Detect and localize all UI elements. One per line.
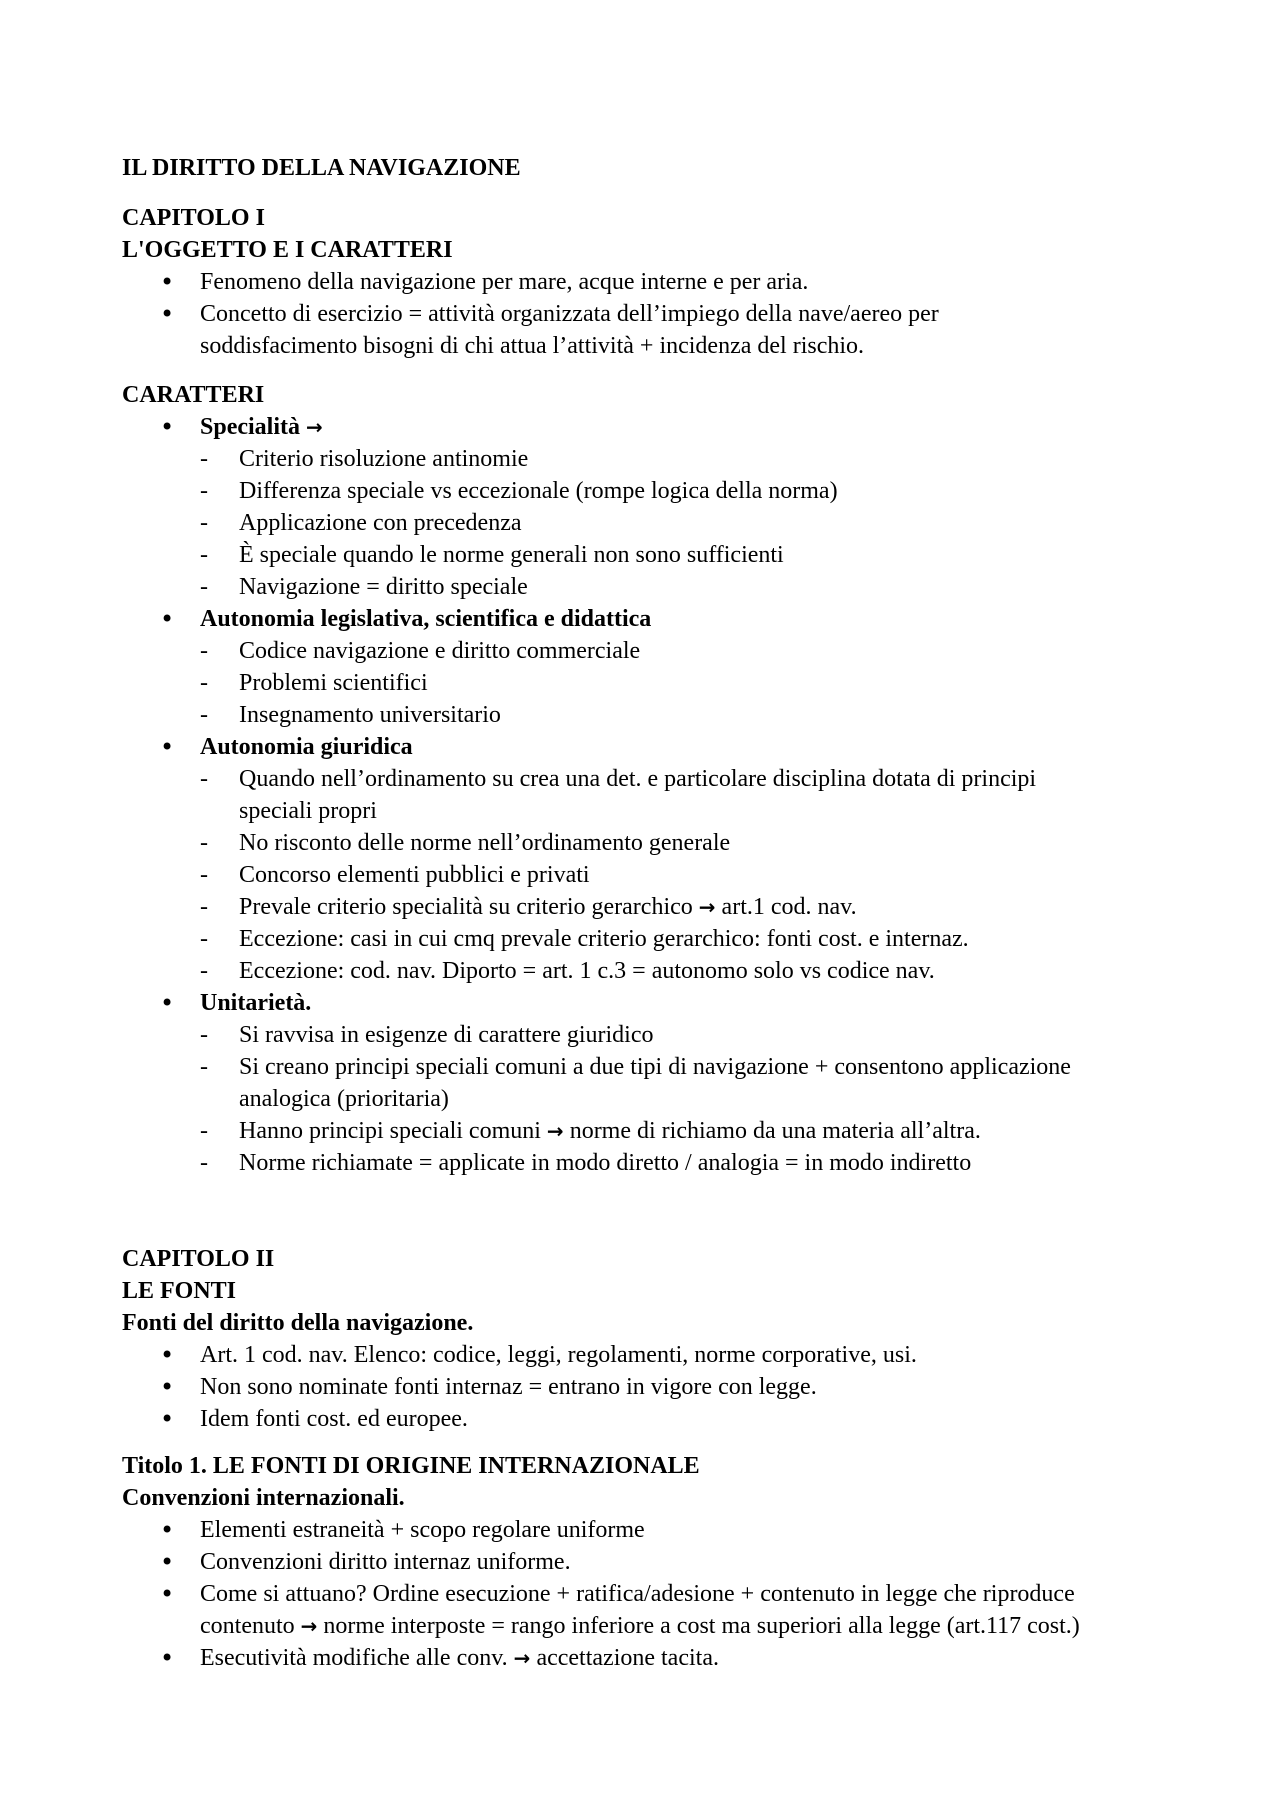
sub-list-item-continuation: speciali propri: [239, 798, 377, 824]
sub-list-item: Si ravvisa in esigenze di carattere giuridico: [239, 1022, 654, 1048]
sub-list-item: Eccezione: cod. nav. Diporto = art. 1 c.3 = autonomo solo vs codice nav.: [239, 958, 935, 984]
dash-icon: -: [200, 862, 208, 888]
bullet-icon: •: [160, 1580, 175, 1608]
chapter-2-subtitle: Fonti del diritto della navigazione.: [122, 1310, 474, 1336]
chapter-2-label: CAPITOLO II: [122, 1246, 275, 1272]
dash-icon: -: [200, 542, 208, 568]
sub-list-item: Navigazione = diritto speciale: [239, 574, 528, 600]
sub-list-item: [239, 1115, 981, 1147]
list-item-specialita: [200, 411, 323, 443]
list-item-continuation: [200, 1610, 1080, 1642]
bullet-icon: •: [160, 268, 175, 296]
bullet-icon: •: [160, 1373, 175, 1401]
list-item: Elementi estraneità + scopo regolare uniforme: [200, 1517, 645, 1543]
bullet-icon: •: [160, 605, 175, 633]
sub-list-item: Insegnamento universitario: [239, 702, 501, 728]
list-item: Concetto di esercizio = attività organizzata dell’impiego della nave/aereo per: [200, 301, 939, 327]
bullet-icon: •: [160, 1405, 175, 1433]
list-item: [200, 1642, 719, 1674]
dash-icon: -: [200, 1118, 208, 1144]
section-heading-caratteri: CARATTERI: [122, 382, 265, 408]
dash-icon: -: [200, 958, 208, 984]
sub-list-item: Applicazione con precedenza: [239, 510, 522, 536]
dash-icon: -: [200, 1054, 208, 1080]
list-item-text: Esecutività modifiche alle conv.: [200, 1645, 508, 1671]
section-heading-titolo-1: Titolo 1. LE FONTI DI ORIGINE INTERNAZIONALE: [122, 1453, 700, 1479]
sub-list-item: Codice navigazione e diritto commerciale: [239, 638, 641, 664]
bullet-icon: •: [160, 989, 175, 1017]
sub-list-item-text: Prevale criterio specialità su criterio gerarchico: [239, 894, 693, 920]
dash-icon: -: [200, 446, 208, 472]
list-item: Convenzioni diritto internaz uniforme.: [200, 1549, 571, 1575]
arrow-right-icon: →: [306, 415, 323, 439]
bullet-icon: •: [160, 1548, 175, 1576]
list-item-unitarieta: Unitarietà.: [200, 990, 312, 1016]
dash-icon: -: [200, 766, 208, 792]
sub-list-item: No risconto delle norme nell’ordinamento generale: [239, 830, 731, 856]
list-item: Art. 1 cod. nav. Elenco: codice, leggi, regolamenti, norme corporative, usi.: [200, 1342, 917, 1368]
arrow-right-icon: →: [546, 1119, 564, 1143]
dash-icon: -: [200, 670, 208, 696]
document-title: IL DIRITTO DELLA NAVIGAZIONE: [122, 155, 521, 181]
bullet-icon: •: [160, 413, 175, 441]
dash-icon: -: [200, 926, 208, 952]
sub-list-item: [239, 891, 857, 923]
list-item-text: norme interposte = rango inferiore a cost ma superiori alla legge (art.117 cost.): [323, 1613, 1080, 1639]
dash-icon: -: [200, 574, 208, 600]
list-item-autonomia-legislativa: Autonomia legislativa, scientifica e didattica: [200, 606, 652, 632]
bullet-icon: •: [160, 1644, 175, 1672]
chapter-1-title: L'OGGETTO E I CARATTERI: [122, 237, 453, 263]
list-item-autonomia-giuridica: Autonomia giuridica: [200, 734, 413, 760]
list-item: Idem fonti cost. ed europee.: [200, 1406, 468, 1432]
sub-list-item: Concorso elementi pubblici e privati: [239, 862, 590, 888]
dash-icon: -: [200, 830, 208, 856]
sub-list-item: Norme richiamate = applicate in modo diretto / analogia = in modo indiretto: [239, 1150, 972, 1176]
bullet-icon: •: [160, 1341, 175, 1369]
sub-list-item: Si creano principi speciali comuni a due tipi di navigazione + consentono applicazione: [239, 1054, 1071, 1080]
chapter-1-label: CAPITOLO I: [122, 205, 265, 231]
sub-list-item: Criterio risoluzione antinomie: [239, 446, 529, 472]
arrow-right-icon: →: [698, 895, 716, 919]
dash-icon: -: [200, 638, 208, 664]
chapter-2-title: LE FONTI: [122, 1278, 237, 1304]
list-item-continuation: soddisfacimento bisogni di chi attua l’attività + incidenza del rischio.: [200, 333, 865, 359]
arrow-right-icon: →: [300, 1614, 318, 1638]
sub-list-item: Quando nell’ordinamento su crea una det. e particolare disciplina dotata di principi: [239, 766, 1037, 792]
sub-list-item-text: Hanno principi speciali comuni: [239, 1118, 541, 1144]
dash-icon: -: [200, 1150, 208, 1176]
list-item-text: accettazione tacita.: [536, 1645, 719, 1671]
sub-list-item: Differenza speciale vs eccezionale (rompe logica della norma): [239, 478, 838, 504]
list-item-text: contenuto: [200, 1613, 295, 1639]
sub-list-item-continuation: analogica (prioritaria): [239, 1086, 449, 1112]
bullet-icon: •: [160, 733, 175, 761]
dash-icon: -: [200, 702, 208, 728]
dash-icon: -: [200, 478, 208, 504]
dash-icon: -: [200, 894, 208, 920]
bullet-icon: •: [160, 1516, 175, 1544]
dash-icon: -: [200, 1022, 208, 1048]
section-subheading: Convenzioni internazionali.: [122, 1485, 405, 1511]
bullet-icon: •: [160, 300, 175, 328]
sub-list-item-text: art.1 cod. nav.: [721, 894, 857, 920]
sub-list-item: Eccezione: casi in cui cmq prevale criterio gerarchico: fonti cost. e internaz.: [239, 926, 969, 952]
arrow-right-icon: →: [513, 1646, 531, 1670]
list-item: Non sono nominate fonti internaz = entrano in vigore con legge.: [200, 1374, 817, 1400]
sub-list-item: Problemi scientifici: [239, 670, 428, 696]
specialita-label: Specialità: [200, 414, 300, 440]
list-item: Come si attuano? Ordine esecuzione + ratifica/adesione + contenuto in legge che riproduce: [200, 1581, 1075, 1607]
sub-list-item-text: norme di richiamo da una materia all’altra.: [569, 1118, 981, 1144]
sub-list-item: È speciale quando le norme generali non sono sufficienti: [239, 542, 784, 568]
list-item: Fenomeno della navigazione per mare, acque interne e per aria.: [200, 269, 809, 295]
dash-icon: -: [200, 510, 208, 536]
